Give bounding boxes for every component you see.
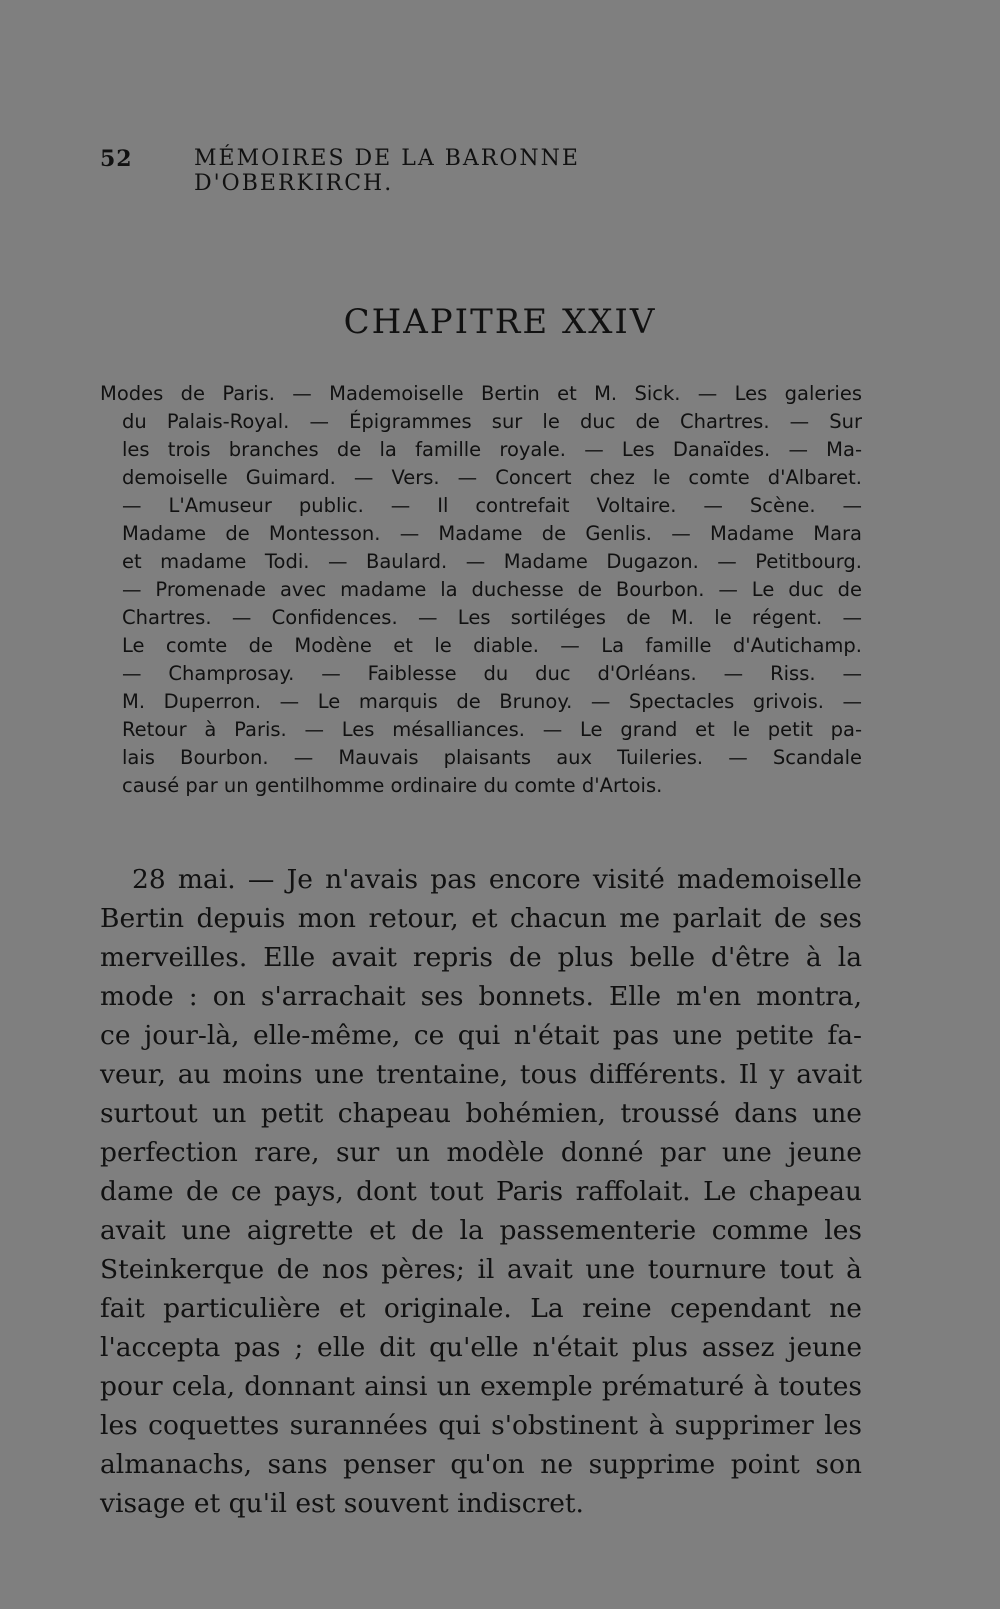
body-line: veur, au moins une trentaine, tous différents. Il y avait: [100, 1059, 862, 1090]
chapter-title: CHAPITRE XXIV: [343, 302, 657, 342]
body-paragraph: [100, 860, 862, 1523]
body-line: merveilles. Elle avait repris de plus belle d'être à la: [100, 942, 862, 973]
summary-line: Le comte de Modène et le diable. — La famille d'Autichamp.: [122, 634, 862, 657]
summary-line: du Palais-Royal. — Épigrammes sur le duc de Chartres. — Sur: [122, 410, 862, 433]
body-line: pour cela, donnant ainsi un exemple prématuré à toutes: [100, 1371, 862, 1402]
summary-line: Chartres. — Confidences. — Les sortiléges de M. le régent. —: [122, 606, 862, 629]
summary-line: — Promenade avec madame la duchesse de Bourbon. — Le duc de: [122, 578, 862, 601]
book-title: MÉMOIRES DE LA BARONNE D'OBERKIRCH.: [194, 146, 580, 196]
body-line: les coquettes surannées qui s'obstinent à supprimer les: [100, 1410, 862, 1441]
body-line: mode : on s'arrachait ses bonnets. Elle m'en montra,: [100, 981, 862, 1012]
summary-line: M. Duperron. — Le marquis de Brunoy. — Spectacles grivois. —: [122, 690, 862, 713]
summary-line: — L'Amuseur public. — Il contrefait Voltaire. — Scène. —: [122, 494, 862, 517]
body-line: perfection rare, sur un modèle donné par une jeune: [100, 1137, 862, 1168]
body-line: avait une aigrette et de la passementerie comme les: [100, 1215, 862, 1246]
body-line: Steinkerque de nos pères; il avait une tournure tout à: [100, 1254, 862, 1285]
summary-line: Retour à Paris. — Les mésalliances. — Le grand et le petit pa-: [122, 718, 862, 741]
body-line: Bertin depuis mon retour, et chacun me parlait de ses: [100, 903, 862, 934]
body-line: l'accepta pas ; elle dit qu'elle n'était plus assez jeune: [100, 1332, 862, 1363]
page-number: 52: [100, 146, 133, 172]
summary-line: causé par un gentilhomme ordinaire du comte d'Artois.: [122, 774, 663, 797]
summary-line: demoiselle Guimard. — Vers. — Concert chez le comte d'Albaret.: [122, 466, 862, 489]
body-line: dame de ce pays, dont tout Paris raffolait. Le chapeau: [100, 1176, 862, 1207]
chapter-summary: [100, 380, 862, 800]
body-line: ce jour-là, elle-même, ce qui n'était pas une petite fa-: [100, 1020, 862, 1051]
body-line: fait particulière et originale. La reine cependant ne: [100, 1293, 862, 1324]
summary-line: Modes de Paris. — Mademoiselle Bertin et M. Sick. — Les galeries: [100, 382, 862, 405]
body-line: 28 mai. — Je n'avais pas encore visité mademoiselle: [132, 864, 862, 895]
summary-line: — Champrosay. — Faiblesse du duc d'Orléans. — Riss. —: [122, 662, 862, 685]
summary-line: lais Bourbon. — Mauvais plaisants aux Tuileries. — Scandale: [122, 746, 862, 769]
body-line: surtout un petit chapeau bohémien, troussé dans une: [100, 1098, 862, 1129]
body-line: almanachs, sans penser qu'on ne supprime point son: [100, 1449, 862, 1480]
running-head: [100, 146, 760, 196]
summary-line: les trois branches de la famille royale. — Les Danaïdes. — Ma-: [122, 438, 862, 461]
summary-line: et madame Todi. — Baulard. — Madame Dugazon. — Petitbourg.: [122, 550, 862, 573]
summary-line: Madame de Montesson. — Madame de Genlis. — Madame Mara: [122, 522, 862, 545]
body-line: visage et qu'il est souvent indiscret.: [100, 1488, 584, 1519]
